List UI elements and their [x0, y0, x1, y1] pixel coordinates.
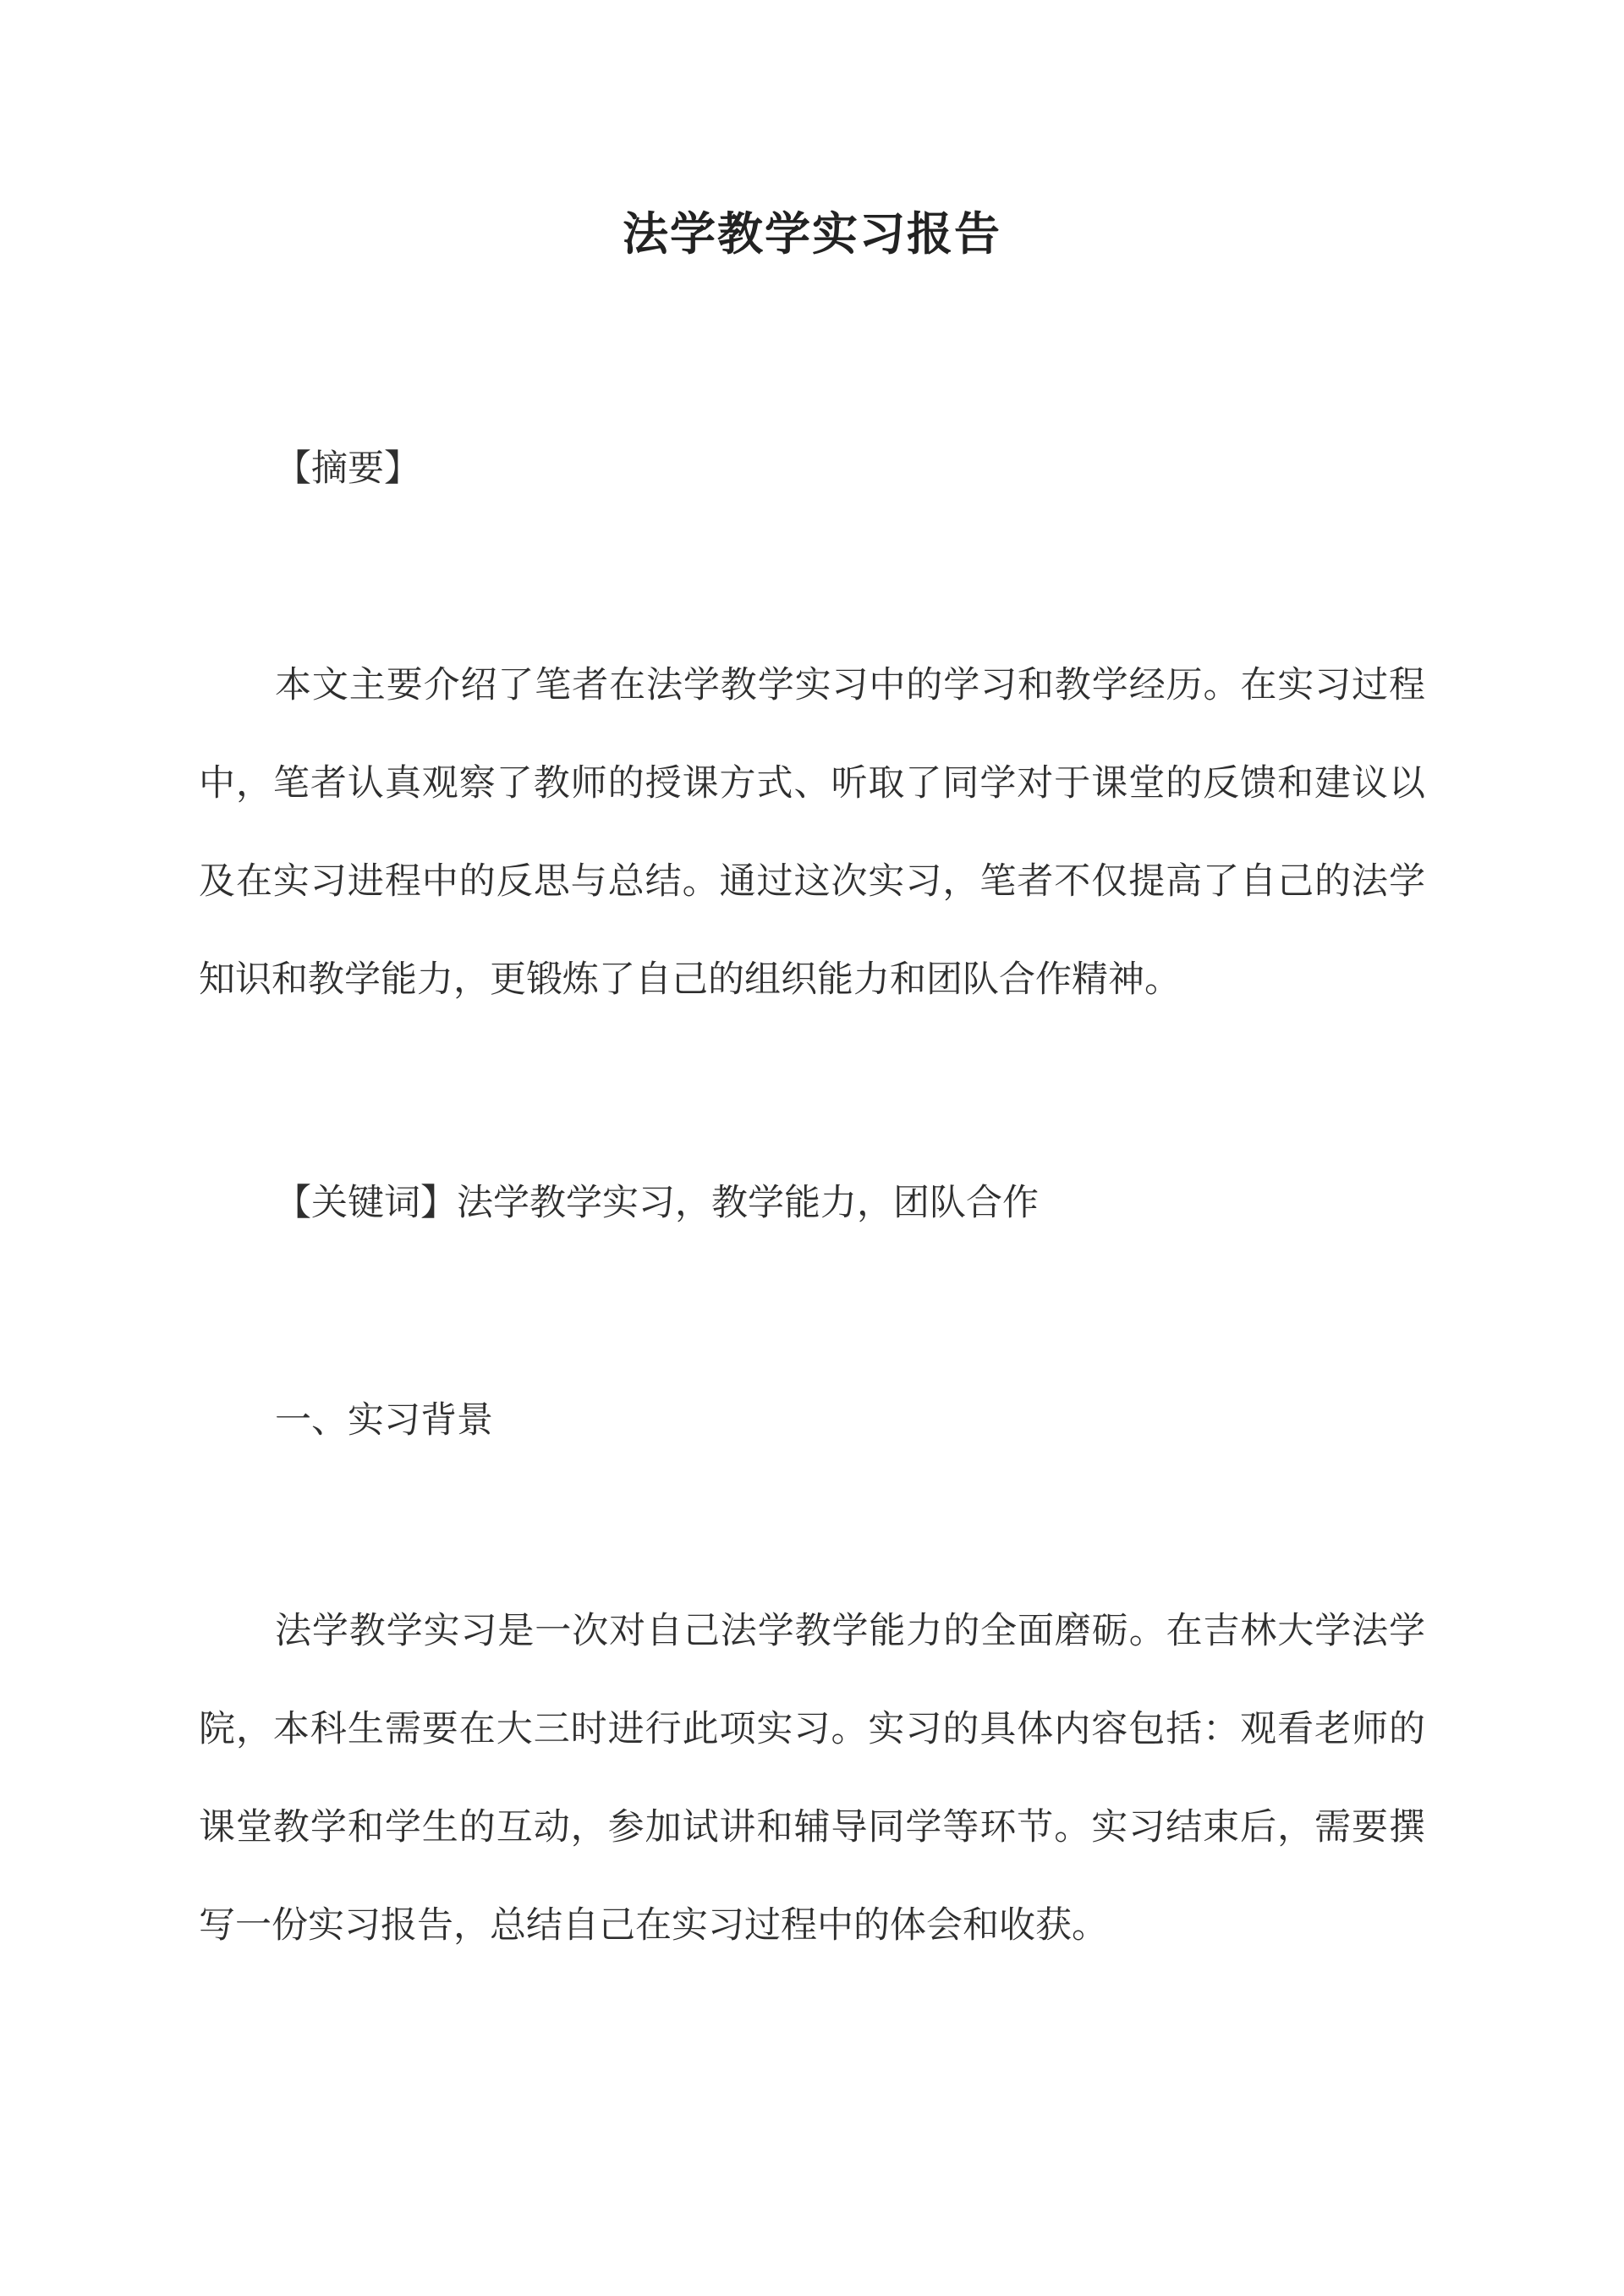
keywords-label: 【关键词】 — [275, 1182, 457, 1224]
section-paragraph-background: 法学教学实习是一次对自己法学教学能力的全面磨砺。在吉林大学法学院，本科生需要在大三时进行此项实习。实习的具体内容包括：观看老师的课堂教学和学生的互动，参加试讲和辅导同学等环节。实习结束后，需要撰写一份实习报告，总结自己在实习过程中的体会和收获。 — [199, 1610, 1425, 1947]
document-title: 法学教学实习报告 — [623, 206, 1001, 261]
abstract-label: 【摘要】 — [275, 448, 420, 490]
section-heading-background: 一、实习背景 — [275, 1399, 493, 1442]
keywords-line — [199, 1174, 1425, 1226]
abstract-paragraph: 本文主要介绍了笔者在法学教学实习中的学习和教学经历。在实习过程中，笔者认真观察了教师的授课方式、听取了同学对于课堂的反馈和建议以及在实习进程中的反思与总结。通过这次实习，笔者不仅提高了自己的法学知识和教学能力，更锻炼了自己的组织能力和团队合作精神。 — [199, 664, 1425, 1001]
keywords-text: 法学教学实习，教学能力，团队合作 — [457, 1182, 1039, 1224]
